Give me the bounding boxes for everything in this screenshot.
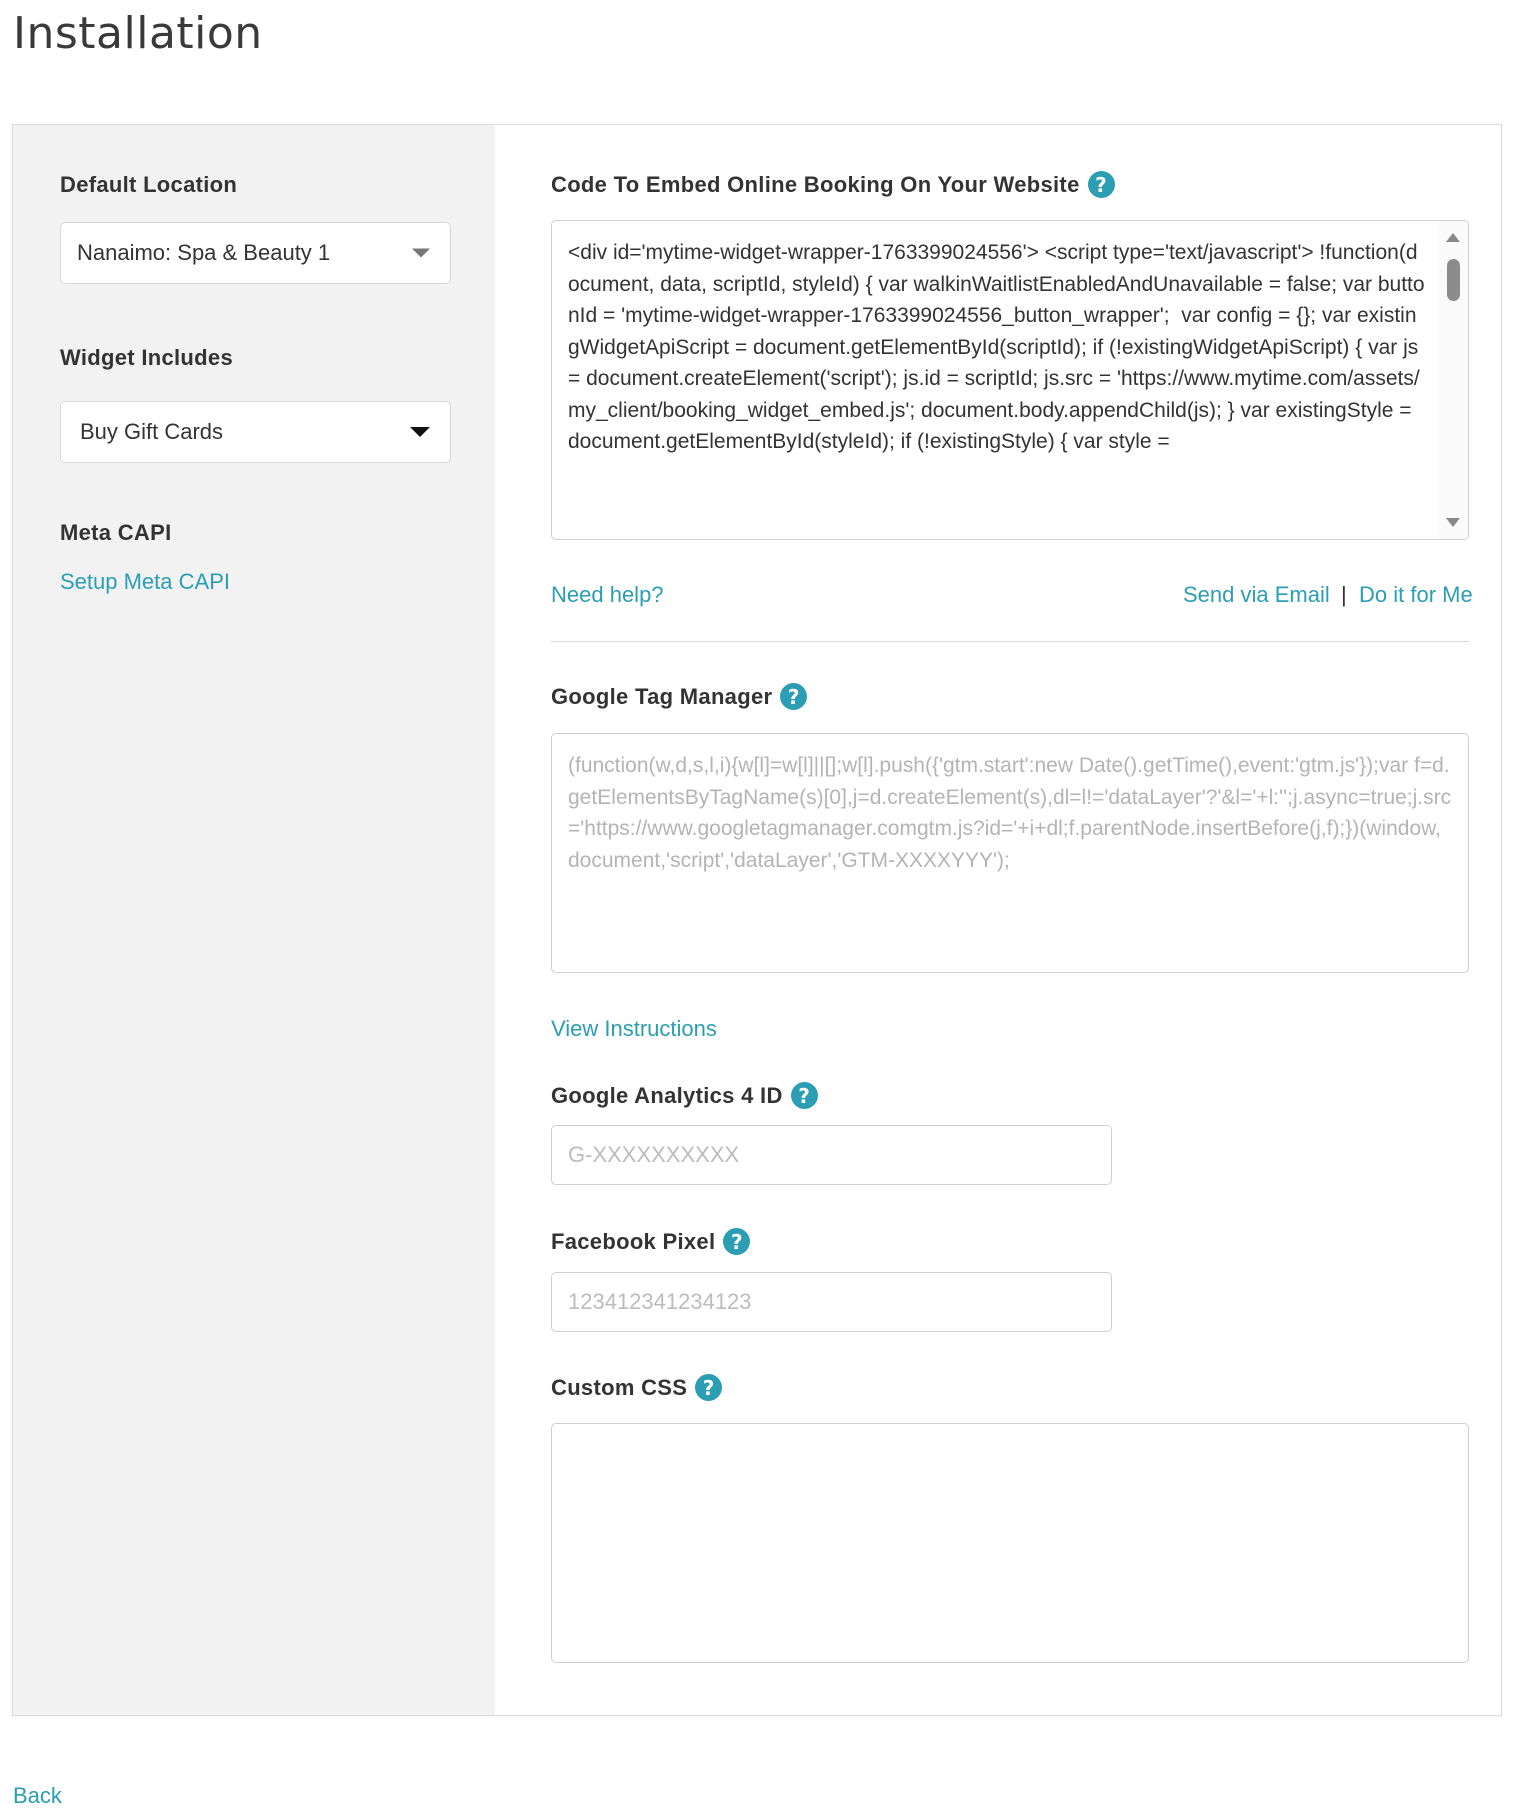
scroll-up-arrow-icon[interactable] [1446,233,1460,242]
facebook-pixel-label [551,1228,750,1255]
main-content [495,125,1501,1715]
chevron-down-icon [410,427,430,437]
section-divider [551,641,1469,642]
help-icon[interactable]: ? [791,1082,818,1109]
chevron-down-icon [412,249,430,258]
widget-includes-select[interactable] [60,401,451,463]
vertical-scrollbar[interactable] [1438,221,1468,539]
widget-includes-value: Buy Gift Cards [80,419,224,444]
custom-css-textarea[interactable] [551,1423,1469,1663]
embed-code-text: <div id='mytime-widget-wrapper-1763399024556'> <script type='text/javascript'> !function(document, data, scriptId, styleId) { var walkinWaitlistEnabledAndUnavailable = false; var buttonId = 'mytime-widget-wrapper-1763399024556_button_wrapper'; var config = {}; var existingWidgetApiScript = document.getElementById(scriptId); if (!existingWidgetApiScript) { var js = document.createElement('script'); js.id = scriptId; js.src = 'https://www.mytime.com/assets/my_client/booking_widget_embed.js'; document.body.appendChild(js); } var existingStyle = document.getElementById(styleId); if (!existingStyle) { var style = [568,241,1425,453]
facebook-pixel-placeholder: 123412341234123 [568,1289,752,1314]
default-location-label: Default Location [60,172,238,197]
gtm-textarea[interactable]: (function(w,d,s,l,i){w[l]=w[l]||[];w[l].push({'gtm.start':new Date().getTime(),event:'gtm.js'});var f=d.getElementsByTagName(s)[0],j=d.createElement(s),dl=l!='dataLayer'?'&l='+l:'';j.async=true;j.src='https://www.googletagmanager.comgtm.js?id='+i+dl;f.parentNode.insertBefore(j,f);})(window,document,'script','dataLayer','GTM-XXXXYYY'); [551,733,1469,973]
custom-css-label [551,1374,722,1401]
ga4-title: Google Analytics 4 ID [551,1082,783,1108]
custom-css-title: Custom CSS [551,1374,688,1400]
view-instructions-link[interactable]: View Instructions [551,1016,717,1041]
page-title: Installation [13,8,263,59]
ga4-label [551,1082,818,1109]
facebook-pixel-title: Facebook Pixel [551,1228,716,1254]
gtm-label [551,683,807,710]
embed-code-label [551,171,1115,198]
scroll-thumb[interactable] [1447,259,1460,301]
gtm-title: Google Tag Manager [551,683,773,709]
setup-meta-capi-link[interactable]: Setup Meta CAPI [60,569,230,594]
help-icon[interactable]: ? [695,1374,722,1401]
installation-panel [12,124,1502,1716]
do-it-for-me-link[interactable]: Do it for Me [1359,582,1473,607]
scroll-down-arrow-icon[interactable] [1446,518,1460,527]
help-icon[interactable]: ? [780,683,807,710]
need-help-link[interactable]: Need help? [551,582,664,607]
embed-code-title: Code To Embed Online Booking On Your Website [551,171,1080,197]
default-location-select[interactable] [60,222,451,284]
ga4-placeholder: G-XXXXXXXXXX [568,1142,740,1167]
facebook-pixel-input[interactable] [551,1272,1112,1332]
link-separator: | [1341,582,1347,607]
widget-includes-label: Widget Includes [60,345,233,370]
meta-capi-label: Meta CAPI [60,520,172,545]
embed-code-textarea[interactable] [551,220,1469,540]
default-location-value: Nanaimo: Spa & Beauty 1 [77,240,331,265]
back-link[interactable]: Back [13,1783,62,1808]
help-icon[interactable]: ? [723,1228,750,1255]
send-via-email-link[interactable]: Send via Email [1183,582,1330,607]
help-icon[interactable]: ? [1088,171,1115,198]
ga4-id-input[interactable] [551,1125,1112,1185]
sidebar [13,125,495,1715]
